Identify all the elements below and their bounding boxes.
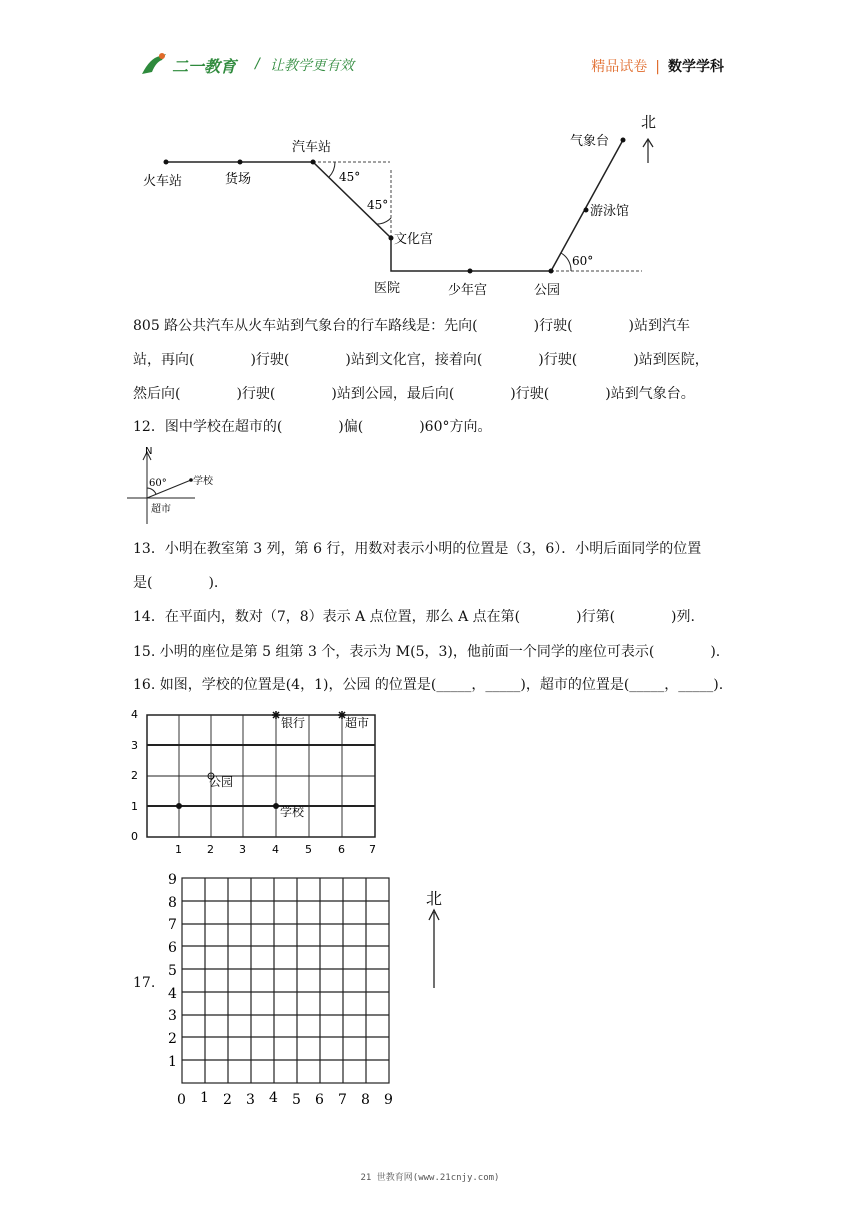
q16-text: 16. 如图，学校的位置是(4，1)，公园 的位置是(_____，_____)，超市的位置是(_____，_____). bbox=[133, 677, 724, 693]
q16-grid bbox=[125, 705, 390, 855]
angle-label-3: 60° bbox=[572, 254, 594, 268]
route-north-label: 北 bbox=[641, 113, 657, 131]
q11-line3: 然后向( )行驶( )站到公园，最后向( )行驶( )站到气象台。 bbox=[133, 386, 695, 402]
q17-x-tick: 5 bbox=[292, 1092, 301, 1108]
swimming-hall-label: 游泳馆 bbox=[590, 204, 630, 219]
q17-y-tick: 6 bbox=[168, 940, 177, 956]
q17-y-tick: 5 bbox=[168, 963, 177, 979]
header-slogan: 让教学更有效 bbox=[270, 58, 354, 74]
bus-station-label: 汽车站 bbox=[292, 140, 332, 155]
angle-label-2: 45° bbox=[367, 198, 389, 212]
q17-x-tick: 1 bbox=[200, 1090, 209, 1106]
q16-y-tick: 1 bbox=[131, 800, 138, 813]
q17-y-tick: 9 bbox=[168, 872, 177, 888]
q12-figure bbox=[125, 446, 235, 526]
q17-x-tick: 2 bbox=[223, 1092, 232, 1108]
q16-x-tick: 2 bbox=[207, 843, 214, 855]
q17-y-tick: 7 bbox=[168, 917, 177, 933]
q17-x-tick: 6 bbox=[315, 1092, 324, 1108]
q16-x-tick: 3 bbox=[239, 843, 246, 855]
weather-station-label: 气象台 bbox=[570, 134, 610, 149]
q16-x-tick: 1 bbox=[175, 843, 182, 855]
q17-grid bbox=[160, 866, 460, 1110]
q14-text: 14．在平面内，数对（7，8）表示 A 点位置，那么 A 点在第( )行第( )列. bbox=[133, 609, 695, 625]
logo-text: 二一教育 bbox=[172, 57, 237, 76]
page-footer: 21 世教育网(www.21cnjy.com) bbox=[360, 1173, 500, 1183]
q12-north-label: N bbox=[145, 446, 153, 457]
q17-x-tick: 8 bbox=[361, 1092, 370, 1108]
header-right bbox=[591, 56, 724, 76]
q16-y-tick: 3 bbox=[131, 739, 138, 752]
q11-line2: 站，再向( )行驶( )站到文化宫，接着向( )行驶( )站到医院， bbox=[133, 352, 709, 368]
q17-y-tick: 1 bbox=[168, 1054, 177, 1070]
header-subject: 数学学科 bbox=[668, 59, 724, 75]
q17-x-tick: 9 bbox=[384, 1092, 393, 1108]
q16-x-tick: 7 bbox=[369, 843, 376, 855]
q11-line1: 805 路公共汽车从火车站到气象台的行车路线是：先向( )行驶( )站到汽车 bbox=[133, 318, 691, 334]
q16-school-point bbox=[273, 803, 279, 809]
q17-y-tick: 3 bbox=[168, 1008, 177, 1024]
q12-text: 12．图中学校在超市的( )偏( )60°方向。 bbox=[133, 419, 492, 435]
header-slash: / bbox=[255, 56, 260, 72]
freight-yard-label: 货场 bbox=[225, 172, 252, 187]
q16-y-tick: 2 bbox=[131, 769, 138, 782]
q17-x-tick: 0 bbox=[177, 1092, 186, 1108]
q16-x-tick: 5 bbox=[305, 843, 312, 855]
youth-palace-label: 少年宫 bbox=[448, 283, 488, 298]
hospital-label: 医院 bbox=[374, 281, 401, 296]
q17-x-tick: 7 bbox=[338, 1092, 347, 1108]
q17-y-tick: 8 bbox=[168, 895, 177, 911]
route-map bbox=[130, 105, 670, 300]
q16-bank-label: 银行 bbox=[281, 716, 306, 730]
q16-point bbox=[176, 803, 182, 809]
q16-park-label: 公园 bbox=[209, 775, 234, 789]
header-separator: | bbox=[655, 59, 660, 75]
q13-line1: 13．小明在教室第 3 列，第 6 行，用数对表示小明的位置是（3，6）．小明后面同学的位置 bbox=[133, 541, 702, 557]
q12-school-label: 学校 bbox=[193, 476, 213, 487]
q16-x-tick: 6 bbox=[338, 843, 345, 855]
q16-school-label: 学校 bbox=[280, 805, 305, 819]
q16-y-tick: 4 bbox=[131, 708, 138, 721]
q17-x-tick: 4 bbox=[269, 1090, 278, 1106]
train-station-label: 火车站 bbox=[143, 174, 183, 189]
q17-y-tick: 2 bbox=[168, 1031, 177, 1047]
q16-y-tick: 0 bbox=[131, 830, 138, 843]
q15-text: 15. 小明的座位是第 5 组第 3 个，表示为 M(5，3)，他前面一个同学的座位可表示( ). bbox=[133, 644, 721, 660]
q16-bank-point bbox=[272, 711, 280, 719]
q16-supermarket-label: 超市 bbox=[345, 716, 370, 730]
q17-north-label: 北 bbox=[426, 889, 443, 908]
q12-supermarket-label: 超市 bbox=[151, 504, 171, 515]
q17-x-tick: 3 bbox=[246, 1092, 255, 1108]
culture-palace-label: 文化宫 bbox=[394, 232, 434, 247]
angle-label-1: 45° bbox=[339, 170, 361, 184]
header-right-label: 精品试卷 bbox=[591, 59, 648, 75]
q12-angle-label: 60° bbox=[149, 478, 167, 489]
q17-number: 17. bbox=[133, 975, 156, 991]
q16-x-tick: 4 bbox=[272, 843, 279, 855]
q17-y-tick: 4 bbox=[168, 986, 177, 1002]
q13-line2: 是( ). bbox=[133, 575, 219, 591]
park-label: 公园 bbox=[534, 283, 561, 298]
